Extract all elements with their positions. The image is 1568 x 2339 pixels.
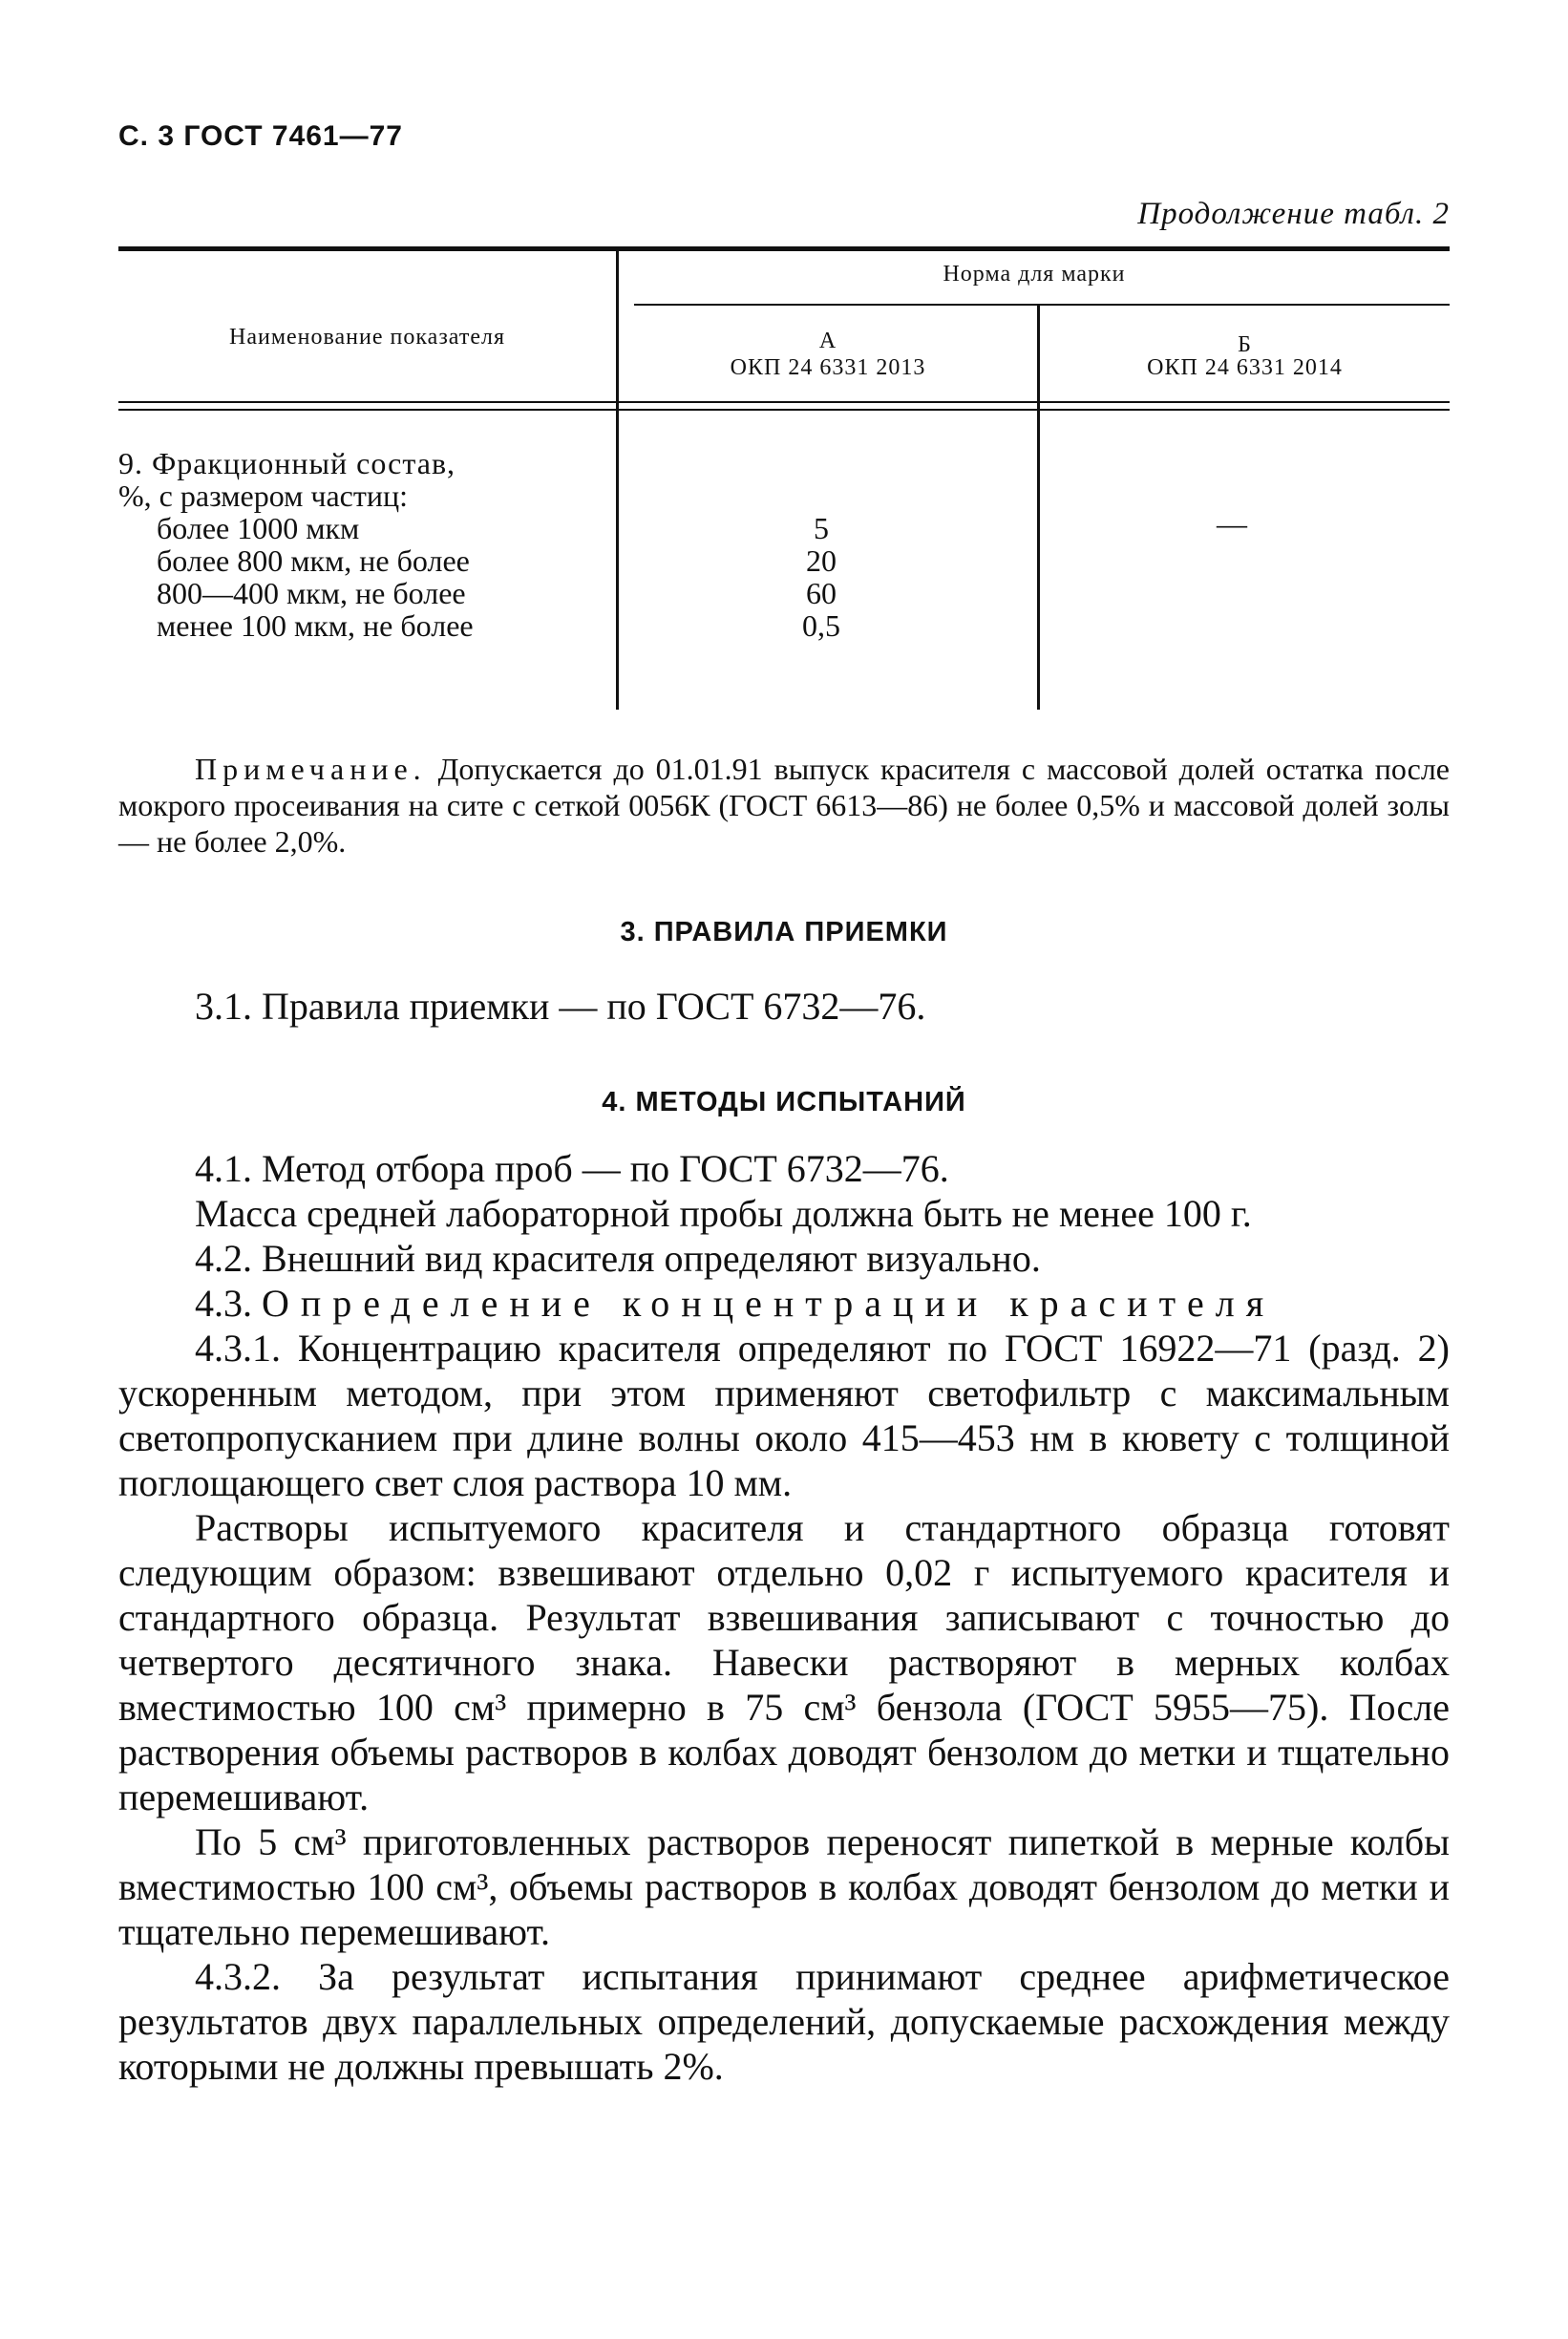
grade-b-okp: ОКП 24 6331 2014 bbox=[1147, 355, 1343, 380]
grade-a-value-3: 60 bbox=[806, 576, 837, 610]
table-header-mid-rule bbox=[634, 304, 1450, 306]
table-header-bottom-rule bbox=[118, 401, 1450, 403]
grade-b-letter: Б bbox=[1238, 332, 1252, 357]
table-row-name bbox=[118, 447, 615, 642]
table-top-rule bbox=[118, 246, 1450, 251]
row-title-line1: 9. Фракционный состав, bbox=[118, 446, 456, 480]
paragraph-4-2: 4.2. Внешний вид красителя определяют визуально. bbox=[195, 1237, 1041, 1280]
page-header: С. 3 ГОСТ 7461—77 bbox=[118, 120, 403, 152]
row-title-line2: %, с размером частиц: bbox=[118, 478, 408, 513]
paragraph-4-3-2: 4.3.2. За результат испытания принимают среднее арифметическое результатов двух параллельных определений, допускаемые расхождения между которыми не должны превышать 2%. bbox=[118, 1955, 1450, 2088]
note-text: Допускается до 01.01.91 выпуск красителя с массовой долей остатка после мокрого просеивания на сите с сеткой 0056К (ГОСТ 6613—86) не более 0,5% и массовой долей золы — не более 2,0%. bbox=[118, 752, 1451, 859]
section-4-body bbox=[118, 1146, 1450, 2089]
paragraph-4-3-1: 4.3.1. Концентрацию красителя определяют по ГОСТ 16922—71 (разд. 2) ускоренным методом, при этом применяют светофильтр с максимальным светопропусканием при длине волны около 415—453 нм в кювету с толщиной поглощающего свет слоя раствора 10 мм. bbox=[118, 1327, 1450, 1504]
grade-a-okp: ОКП 24 6331 2013 bbox=[730, 355, 926, 380]
row-item-4: менее 100 мкм, не более bbox=[157, 608, 474, 643]
section-3-title: 3. ПРАВИЛА ПРИЕМКИ bbox=[620, 917, 948, 947]
row-item-3: 800—400 мкм, не более bbox=[157, 576, 466, 610]
note-label: Примечание. bbox=[195, 752, 427, 786]
row-item-2: более 800 мкм, не более bbox=[157, 543, 470, 578]
table-caption: Продолжение табл. 2 bbox=[1137, 197, 1450, 231]
grade-b-value: — bbox=[1217, 506, 1247, 541]
paragraph-3-1: 3.1. Правила приемки — по ГОСТ 6732—76. bbox=[195, 985, 926, 1028]
paragraph-4-3-heading: Определение концентрации красителя bbox=[262, 1282, 1276, 1325]
grade-a-value-4: 0,5 bbox=[802, 608, 840, 643]
grade-a-value-1: 5 bbox=[814, 511, 829, 545]
paragraph-solutions-prep: Растворы испытуемого красителя и стандартного образца готовят следующим образом: взвешивают отдельно 0,02 г испытуемого красителя и стандартного образца. Результат взвешивания записывают с точностью до четвертого десятичного знака. Навески растворяют в мерных колбах вместимостью 100 см³ примерно в 75 см³ бензола (ГОСТ 5955—75). После растворения объемы растворов в колбах доводят бензолом до метки и тщательно перемешивают. bbox=[118, 1506, 1450, 1818]
grade-a-letter: А bbox=[818, 329, 837, 353]
table-header-bottom-rule-2 bbox=[118, 409, 1450, 411]
column-header-norm: Норма для марки bbox=[943, 262, 1126, 287]
section-3-body bbox=[118, 984, 1450, 1029]
section-4-title: 4. МЕТОДЫ ИСПЫТАНИЙ bbox=[602, 1087, 966, 1117]
grade-a-value-2: 20 bbox=[806, 543, 837, 578]
paragraph-dilution: По 5 см³ приготовленных растворов переносят пипеткой в мерные колбы вместимостью 100 см³, объемы растворов в колбах доводят бензолом до метки и тщательно перемешивают. bbox=[118, 1820, 1450, 1953]
row-item-1: более 1000 мкм bbox=[157, 511, 360, 545]
paragraph-4-1: 4.1. Метод отбора проб — по ГОСТ 6732—76. bbox=[195, 1147, 949, 1190]
paragraph-4-3-number: 4.3. bbox=[195, 1282, 252, 1325]
table-note bbox=[118, 751, 1450, 860]
column-header-name: Наименование показателя bbox=[229, 325, 505, 350]
paragraph-4-1-mass: Масса средней лабораторной пробы должна быть не менее 100 г. bbox=[195, 1192, 1252, 1235]
paragraph-4-3 bbox=[118, 1281, 1450, 1326]
table-vline-1 bbox=[616, 251, 619, 710]
grade-a-values bbox=[726, 512, 917, 642]
